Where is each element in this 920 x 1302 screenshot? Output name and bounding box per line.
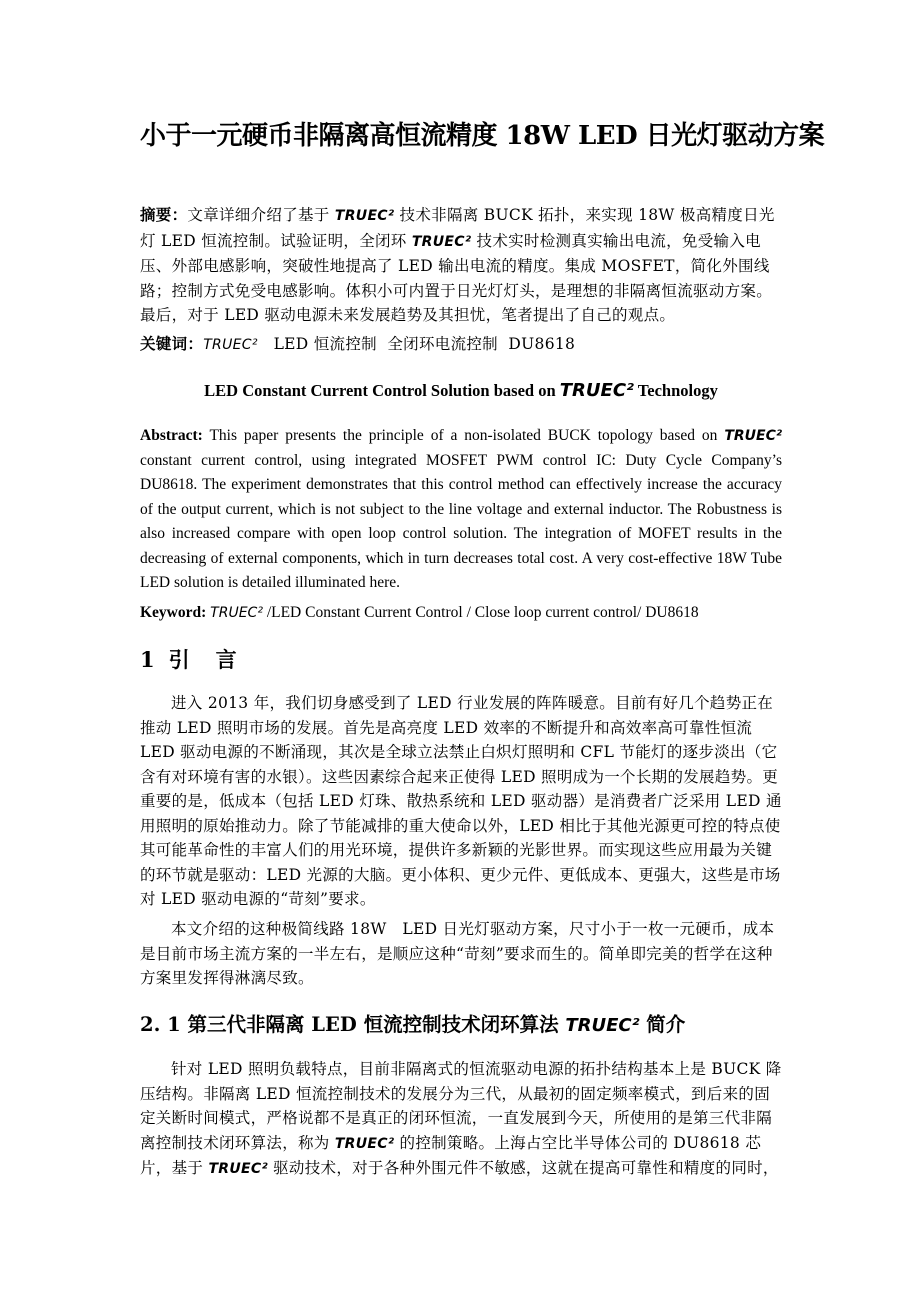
- truec-term: TRUEC²: [203, 337, 258, 353]
- abstract-en: [140, 424, 782, 596]
- section-1-paragraph-2: [140, 917, 782, 991]
- abstract-en-text-1: This paper presents the principle of a non-isolated BUCK topology based on: [202, 427, 725, 444]
- section-2-1-heading: [140, 1010, 685, 1041]
- keywords-cn-text: LED 恒流控制 全闭环电流控制 DU8618: [257, 335, 576, 353]
- section-2-text-1: 针对 LED 照明负载特点，目前非隔离式的恒流驱动电源的拓扑结构基本上是 BUCK 降压结构。非隔离 LED 恒流控制技术的发展分为三代，从最初的固定频率模式，到后来的固定关断时间模式，严格说都不是真正的闭环恒流，一直发展到今天，所使用的是第三代非隔离控制技术闭环算法，称为: [140, 1060, 782, 1152]
- truec-term: TRUEC²: [565, 1015, 640, 1036]
- section-1-title-char-2: 言: [215, 647, 237, 672]
- truec-term: TRUEC²: [334, 208, 395, 224]
- paragraph-text: 本文介绍的这种极简线路 18W LED 日光灯驱动方案，尺寸小于一枚一元硬币，成本是目前市场主流方案的一半左右，是顺应这种“苛刻”要求而生的。简单即完美的哲学在这种方案里发挥得淋漓尽致。: [140, 920, 775, 987]
- abstract-cn-text-1: 文章详细介绍了基于: [187, 206, 335, 224]
- section-1-number: 1: [140, 647, 155, 672]
- truec-term: TRUEC²: [411, 233, 472, 250]
- abstract-cn-label: 摘要：: [140, 205, 188, 224]
- abstract-en-text-2: constant current control, using integrated MOSFET PWM control IC: Duty Cycle Company’s DU8618. The experiment demonstrates that this control method can effectively increase the accuracy of the output current, which is not subject to the line voltage and external inductor. The Robustness is also increased compare with open loop control solution. The integration of MOFET results in the decreasing of external components, which in turn decreases total cost. A very cost-effective 18W Tube LED solution is detailed illuminated here.: [140, 451, 782, 591]
- keywords-en-text: /LED Constant Current Control / Close loop current control/ DU8618: [262, 604, 699, 621]
- truec-term: TRUEC²: [559, 380, 634, 401]
- english-title-text-2: Technology: [633, 381, 718, 400]
- abstract-cn: [140, 203, 782, 328]
- truec-term: TRUEC²: [724, 428, 782, 444]
- truec-term: TRUEC²: [208, 1161, 268, 1177]
- paragraph-text: [140, 1057, 782, 1182]
- truec-term: TRUEC²: [210, 605, 263, 621]
- keywords-cn: [140, 332, 782, 358]
- keywords-en-label: Keyword:: [140, 604, 207, 621]
- section-1-paragraph-1: [140, 691, 782, 912]
- keywords-cn-label: 关键词：: [140, 334, 204, 353]
- paragraph-text: 进入 2013 年，我们切身感受到了 LED 行业发展的阵阵暖意。目前有好几个趋势正在推动 LED 照明市场的发展。首先是高亮度 LED 效率的不断提升和高效率高可靠性恒流 LED 驱动电源的不断涌现，其次是全球立法禁止白炽灯照明和 CFL 节能灯的逐步淡出（它含有对环境有害的水银）。这些因素综合起来正使得 LED 照明成为一个长期的发展趋势。更重要的是，低成本（包括 LED 灯珠、散热系统和 LED 驱动器）是消费者广泛采用 LED 通用照明的原始推动力。除了节能减排的重大使命以外，LED 相比于其他光源更可控的特点使其可能革命性的丰富人们的用光环境，提供许多新颖的光影世界。而实现这些应用最为关键的环节就是驱动：LED 光源的大脑。更小体积、更少元件、更低成本、更强大，这些是市场对 LED 驱动电源的“苛刻”要求。: [140, 694, 782, 908]
- section-2-text-3: 驱动技术，对于各种外围元件不敏感，这就在提高可靠性和精度的同时，: [267, 1159, 779, 1177]
- abstract-cn-text-3: 技术实时检测真实输出电流，免受输入电压、外部电感影响，突破性地提高了 LED 输出电流的精度。集成 MOSFET，简化外围线路；控制方式免受电感影响。体积小可内置于日光灯灯头，是理想的非隔离恒流驱动方案。最后，对于 LED 驱动电源未来发展趋势及其担忧，笔者提出了自己的观点。: [140, 231, 773, 324]
- section-2-text-2: 的控制策略。上海占空比半导体公司的 DU8618 芯片，基于: [140, 1133, 762, 1177]
- section-2-1-heading-text-1: 2. 1 第三代非隔离 LED 恒流控制技术闭环算法: [140, 1013, 566, 1036]
- keywords-en: [140, 601, 782, 626]
- truec-term: TRUEC²: [334, 1135, 395, 1152]
- abstract-en-label: Abstract:: [140, 427, 203, 444]
- section-2-1-heading-text-2: 简介: [639, 1013, 686, 1036]
- paper-title: 小于一元硬币非隔离高恒流精度 18W LED 日光灯驱动方案: [140, 121, 825, 151]
- section-1-title-char-1: 引: [168, 647, 190, 672]
- abstract-cn-text-2: 技术非隔离 BUCK 拓扑，来实现 18W 极高精度日光灯 LED 恒流控制。试验证明，全闭环: [140, 206, 775, 250]
- english-title-text-1: LED Constant Current Control Solution based on: [204, 381, 560, 400]
- section-2-1-paragraph: [140, 1057, 782, 1182]
- section-1-heading: [140, 645, 237, 675]
- english-title: [140, 378, 782, 404]
